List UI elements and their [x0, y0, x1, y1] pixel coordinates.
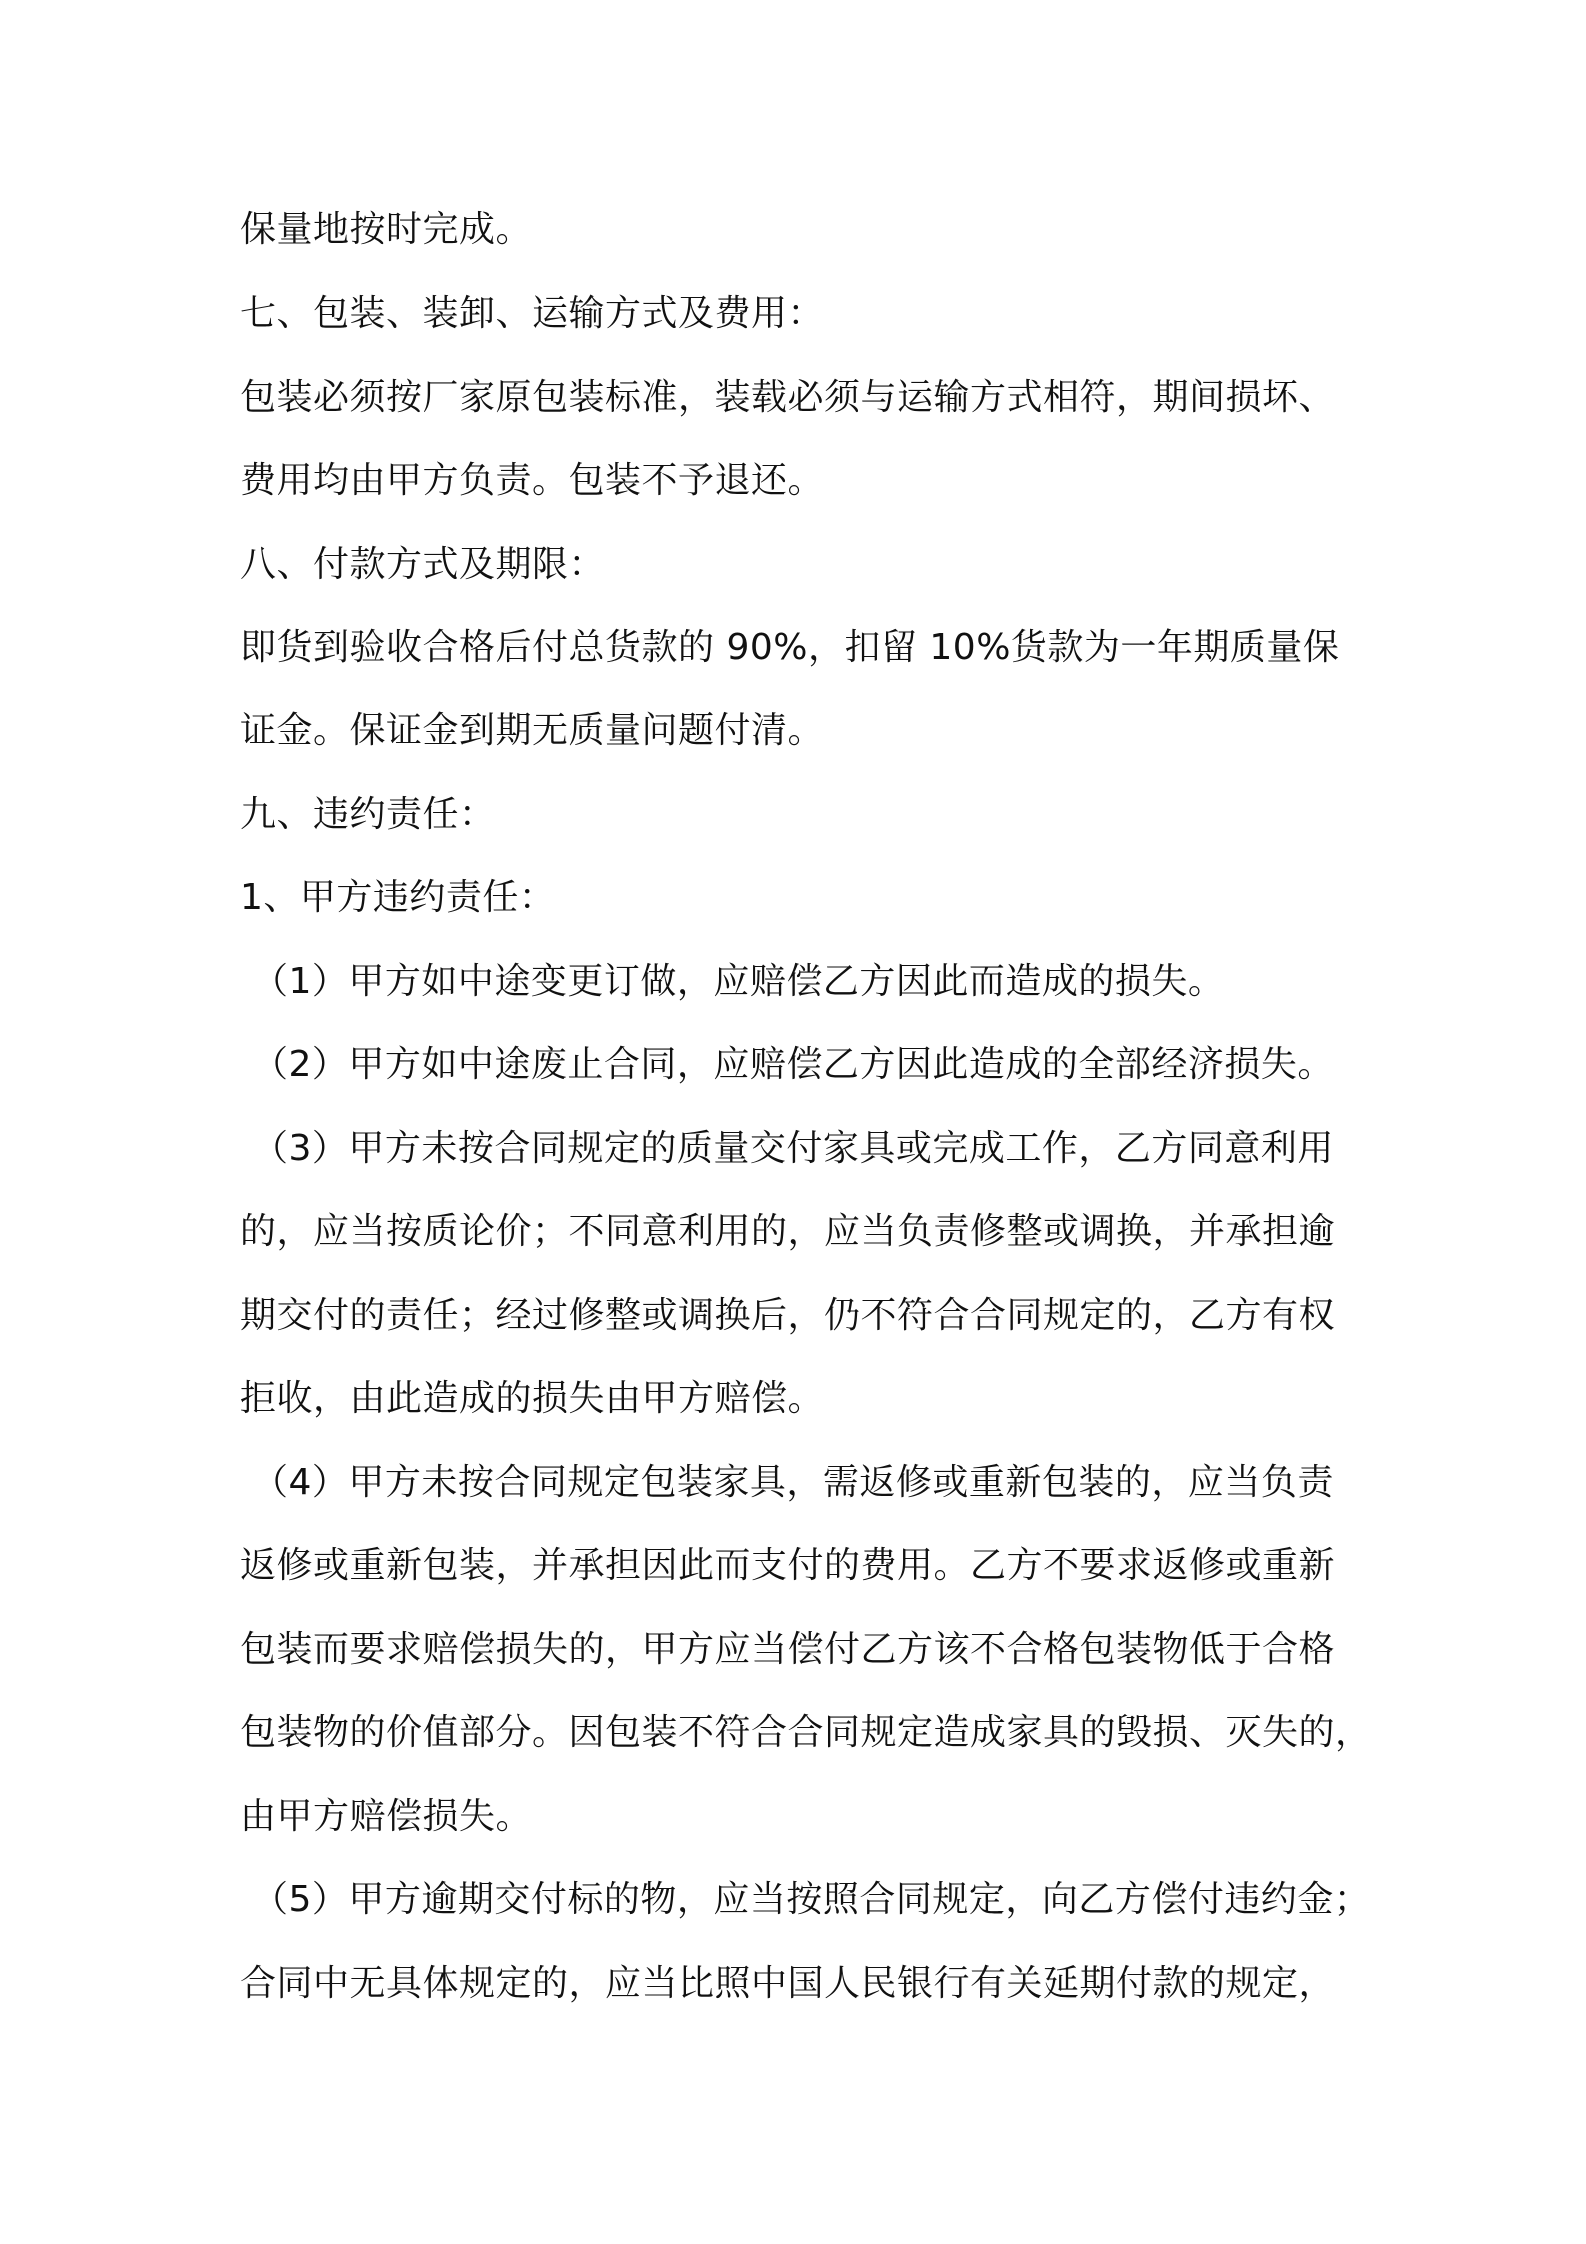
subsection-heading: 1、甲方违约责任： — [240, 877, 556, 918]
text-line: 返修或重新包装，并承担因此而支付的费用。乙方不要求返修或重新 — [240, 1545, 1336, 1586]
clause-line: （3）甲方未按合同规定的质量交付家具或完成工作，乙方同意利用 — [252, 1128, 1334, 1169]
text-line: 期交付的责任；经过修整或调换后，仍不符合合同规定的，乙方有权 — [240, 1295, 1336, 1336]
text-line: 包装而要求赔偿损失的，甲方应当偿付乙方该不合格包装物低于合格 — [240, 1629, 1336, 1670]
text-line: 的，应当按质论价；不同意利用的，应当负责修整或调换，并承担逾 — [240, 1211, 1336, 1252]
text-line: 由甲方赔偿损失。 — [240, 1796, 533, 1837]
section-heading: 七、包装、装卸、运输方式及费用： — [240, 293, 825, 334]
text-line: 保量地按时完成。 — [240, 209, 533, 250]
clause-line: （1）甲方如中途变更订做，应赔偿乙方因此而造成的损失。 — [252, 961, 1225, 1002]
text-line: 合同中无具体规定的，应当比照中国人民银行有关延期付款的规定， — [240, 1963, 1336, 2004]
section-heading: 八、付款方式及期限： — [240, 544, 606, 585]
clause-line: （5）甲方逾期交付标的物，应当按照合同规定，向乙方偿付违约金； — [252, 1879, 1371, 1920]
section-heading: 九、违约责任： — [240, 794, 496, 835]
text-line: 包装物的价值部分。因包装不符合合同规定造成家具的毁损、灭失的， — [240, 1712, 1372, 1753]
clause-line: （4）甲方未按合同规定包装家具，需返修或重新包装的，应当负责 — [252, 1462, 1334, 1503]
text-line: 即货到验收合格后付总货款的 90%，扣留 10%货款为一年期质量保 — [240, 627, 1340, 668]
text-line: 证金。保证金到期无质量问题付清。 — [240, 710, 825, 751]
text-line: 拒收，由此造成的损失由甲方赔偿。 — [240, 1378, 825, 1419]
text-line: 费用均由甲方负责。包装不予退还。 — [240, 460, 825, 501]
clause-line: （2）甲方如中途废止合同，应赔偿乙方因此造成的全部经济损失。 — [252, 1044, 1334, 1085]
text-line: 包装必须按厂家原包装标准，装载必须与运输方式相符，期间损坏、 — [240, 377, 1336, 418]
